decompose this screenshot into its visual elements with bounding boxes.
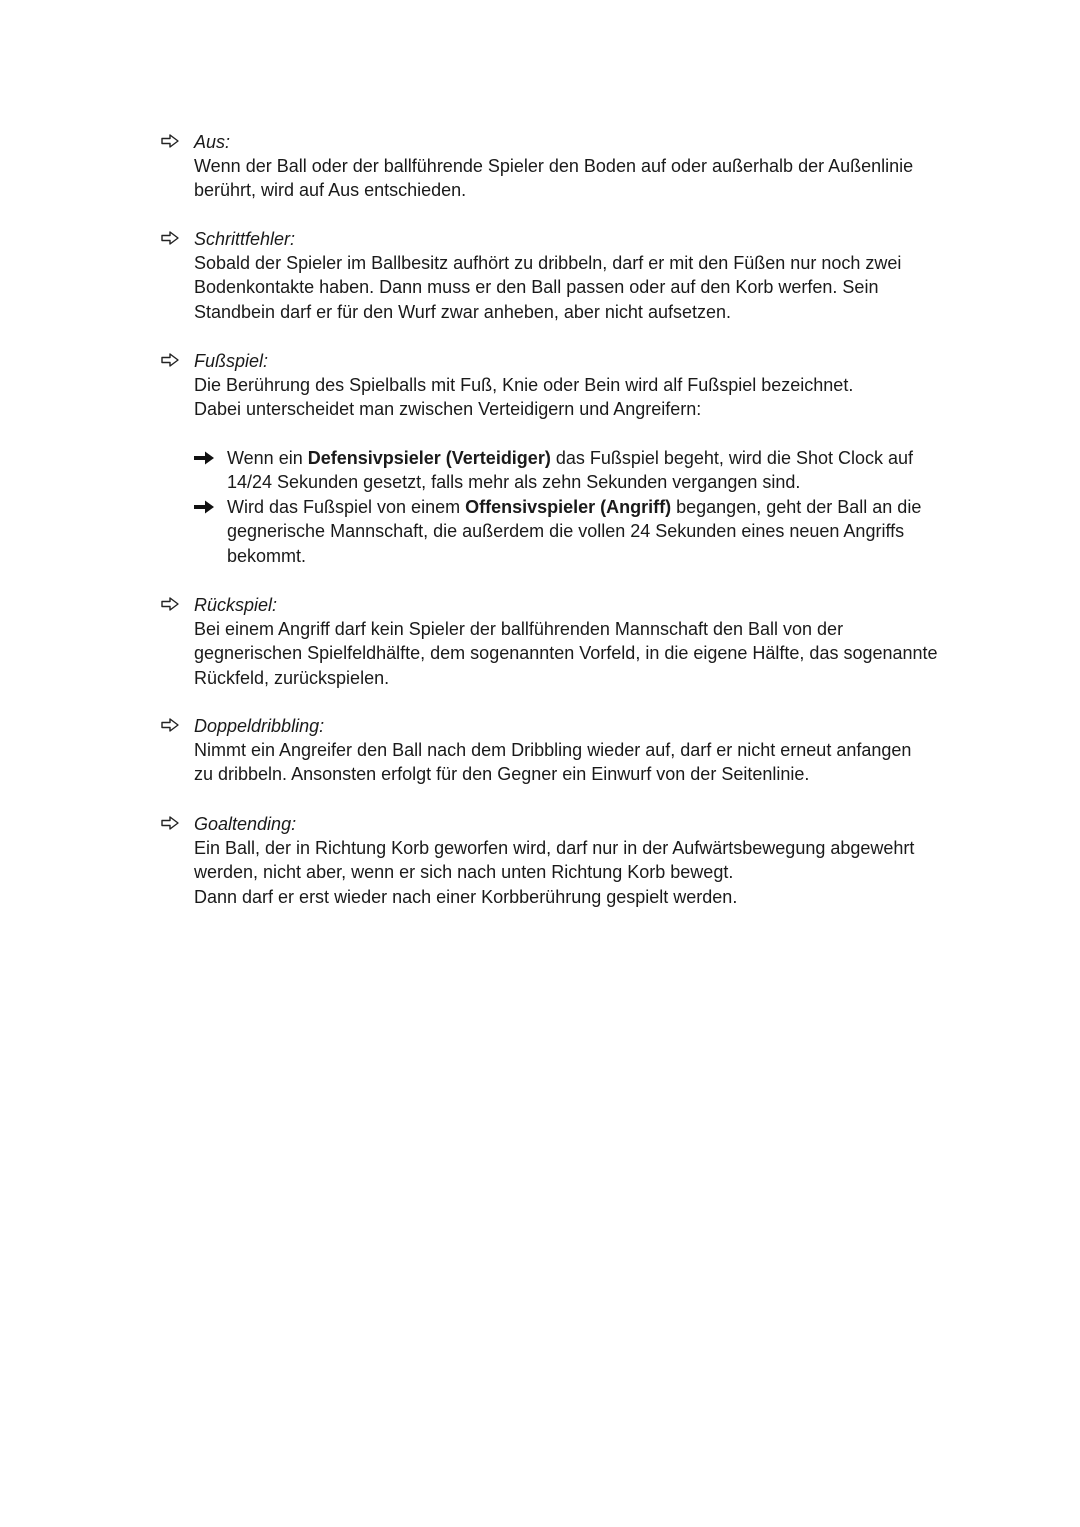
text-line: Bei einem Angriff darf kein Spieler der ballführenden Mannschaft den Ball von der	[194, 619, 844, 639]
hollow-arrow-icon	[160, 230, 180, 246]
text-line: werden, nicht aber, wenn er sich nach unten Richtung Korb bewegt.	[194, 862, 734, 883]
section-body	[194, 617, 964, 690]
text-line: 14/24 Sekunden gesetzt, falls mehr als zehn Sekunden vergangen sind.	[227, 472, 801, 493]
text-line: Sobald der Spieler im Ballbesitz aufhört zu dribbeln, darf er mit den Füßen nur noch zwei	[194, 253, 902, 273]
text-line: Standbein darf er für den Wurf zwar anheben, aber nicht aufsetzen.	[194, 301, 731, 322]
text-line: Dann darf er erst wieder nach einer Korbberührung gespielt werden.	[194, 886, 738, 907]
text-run: Wenn ein	[227, 448, 308, 468]
text-run: Wird das Fußspiel von einem	[227, 497, 466, 517]
hollow-arrow-icon	[160, 133, 180, 149]
text-line: Bodenkontakte haben. Dann muss er den Ball passen oder auf den Korb werfen. Sein	[194, 277, 879, 298]
text-line: zu dribbeln. Ansonsten erfolgt für den Gegner ein Einwurf von der Seitenlinie.	[194, 764, 810, 785]
text-line: Nimmt ein Angreifer den Ball nach dem Dribbling wieder auf, darf er nicht erneut anfangen	[194, 740, 912, 760]
section-body	[194, 373, 964, 422]
section-heading: Fußspiel:	[194, 351, 269, 371]
text-line: gegnerischen Spielfeldhälfte, dem sogenannten Vorfeld, in die eigene Hälfte, das sogenannte	[194, 643, 938, 664]
text-line: gegnerische Mannschaft, die außerdem die vollen 24 Sekunden eines neuen Angriffs	[227, 521, 905, 542]
solid-arrow-icon	[193, 499, 215, 515]
hollow-arrow-icon	[160, 717, 180, 733]
section-heading: Doppeldribbling:	[194, 716, 325, 736]
text-line: Rückfeld, zurückspielen.	[194, 667, 390, 688]
sub-item-text	[227, 495, 947, 568]
solid-arrow-icon	[193, 450, 215, 466]
text-line: Dabei unterscheidet man zwischen Verteidigern und Angreifern:	[194, 399, 702, 420]
section-body	[194, 251, 964, 324]
section-heading: Goaltending:	[194, 814, 297, 834]
hollow-arrow-icon	[160, 815, 180, 831]
text-line: berührt, wird auf Aus entschieden.	[194, 180, 467, 201]
bold-term: Offensivspieler (Angriff)	[465, 497, 672, 517]
section-heading: Schrittfehler:	[194, 229, 296, 249]
text-run: begangen, geht der Ball an die	[671, 497, 922, 517]
section-body	[194, 738, 964, 787]
section-heading: Rückspiel:	[194, 595, 278, 615]
text-line: Die Berührung des Spielballs mit Fuß, Knie oder Bein wird alf Fußspiel bezeichnet.	[194, 375, 854, 395]
text-line	[227, 446, 947, 470]
section-heading: Aus:	[194, 132, 231, 152]
bold-term: Defensivpsieler (Verteidiger)	[307, 448, 551, 468]
section-body	[194, 836, 964, 909]
text-line	[227, 495, 947, 519]
hollow-arrow-icon	[160, 596, 180, 612]
section-body	[194, 154, 964, 203]
sub-item-text	[227, 446, 947, 495]
hollow-arrow-icon	[160, 352, 180, 368]
text-line: Wenn der Ball oder der ballführende Spieler den Boden auf oder außerhalb der Außenlinie	[194, 156, 914, 176]
text-run: das Fußspiel begeht, wird die Shot Clock auf	[550, 448, 914, 468]
text-line: bekommt.	[227, 545, 307, 566]
text-line: Ein Ball, der in Richtung Korb geworfen wird, darf nur in der Aufwärtsbewegung abgewehrt	[194, 838, 915, 858]
